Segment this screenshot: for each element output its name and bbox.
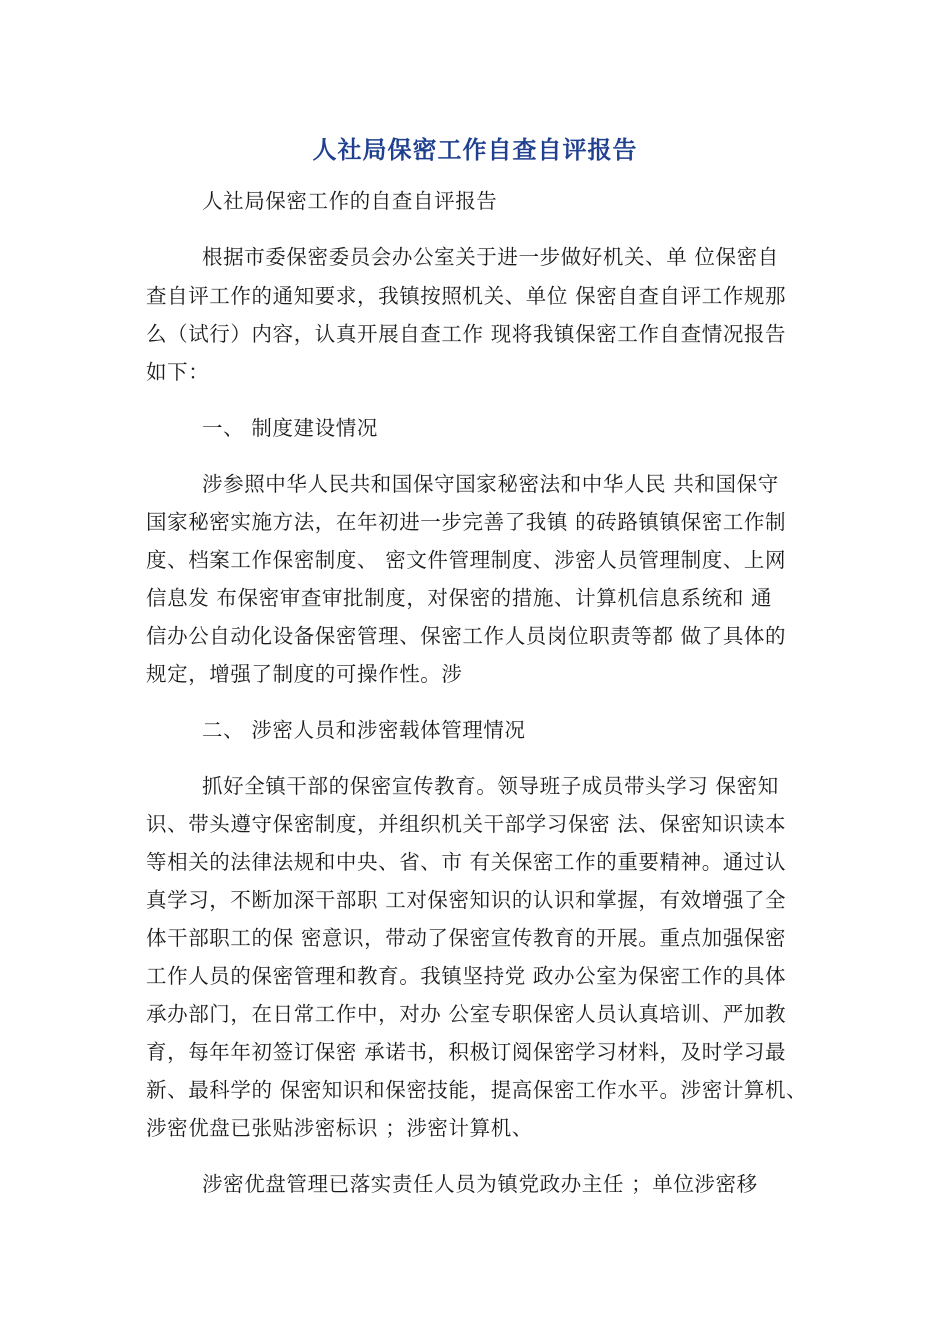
- paragraph-line: 体干部职工的保 密意识，带动了保密宣传教育的开展。重点加强保密: [146, 926, 787, 950]
- paragraph-line: 涉参照中华人民共和国保守国家秘密法和中华人民 共和国保守: [202, 472, 779, 496]
- section-heading: 一、 制度建设情况: [202, 416, 378, 440]
- section-heading: 二、 涉密人员和涉密载体管理情况: [202, 718, 526, 742]
- paragraph-line: 信息发 布保密审查审批制度，对保密的措施、计算机信息系统和 通: [146, 586, 773, 610]
- paragraph-line: 查自评工作的通知要求，我镇按照机关、单位 保密自查自评工作规那: [146, 284, 787, 308]
- paragraph-line: 育，每年年初签订保密 承诺书，积极订阅保密学习材料，及时学习最: [146, 1040, 787, 1064]
- paragraph-line: 国家秘密实施方法，在年初进一步完善了我镇 的砖路镇镇保密工作制: [146, 510, 787, 534]
- paragraph-line: 等相关的法律法规和中央、省、市 有关保密工作的重要精神。通过认: [146, 850, 787, 874]
- paragraph-line: 规定，增强了制度的可操作性。涉: [146, 662, 463, 686]
- paragraph-line: 工作人员的保密管理和教育。我镇坚持党 政办公室为保密工作的具体: [146, 964, 787, 988]
- paragraph-line: 新、最科学的 保密知识和保密技能，提高保密工作水平。涉密计算机、: [146, 1078, 808, 1102]
- paragraph-line: 度、档案工作保密制度、 密文件管理制度、涉密人员管理制度、上网: [146, 548, 787, 572]
- paragraph-line: 识、带头遵守保密制度，并组织机关干部学习保密 法、保密知识读本: [146, 812, 787, 836]
- paragraph-line: 涉密优盘管理已落实责任人员为镇党政办主任 ；单位涉密移: [202, 1172, 758, 1196]
- paragraph-line: 承办部门，在日常工作中，对办 公室专职保密人员认真培训、严加教: [146, 1002, 787, 1026]
- paragraph-line: 抓好全镇干部的保密宣传教育。领导班子成员带头学习 保密知: [202, 774, 779, 798]
- paragraph-line: 根据市委保密委员会办公室关于进一步做好机关、单 位保密自: [202, 245, 779, 269]
- document-title: 人社局保密工作自查自评报告: [312, 136, 638, 164]
- paragraph-line: 涉密优盘已张贴涉密标识 ；涉密计算机、: [146, 1116, 533, 1140]
- paragraph-line: 真学习，不断加深干部职 工对保密知识的认识和掌握，有效增强了全: [146, 888, 787, 912]
- subtitle-line: 人社局保密工作的自查自评报告: [202, 189, 498, 213]
- paragraph-line: 么（试行）内容，认真开展自查工作 现将我镇保密工作自查情况报告: [146, 322, 787, 346]
- paragraph-line: 如下：: [146, 360, 210, 384]
- paragraph-line: 信办公自动化设备保密管理、保密工作人员岗位职责等都 做了具体的: [146, 624, 787, 648]
